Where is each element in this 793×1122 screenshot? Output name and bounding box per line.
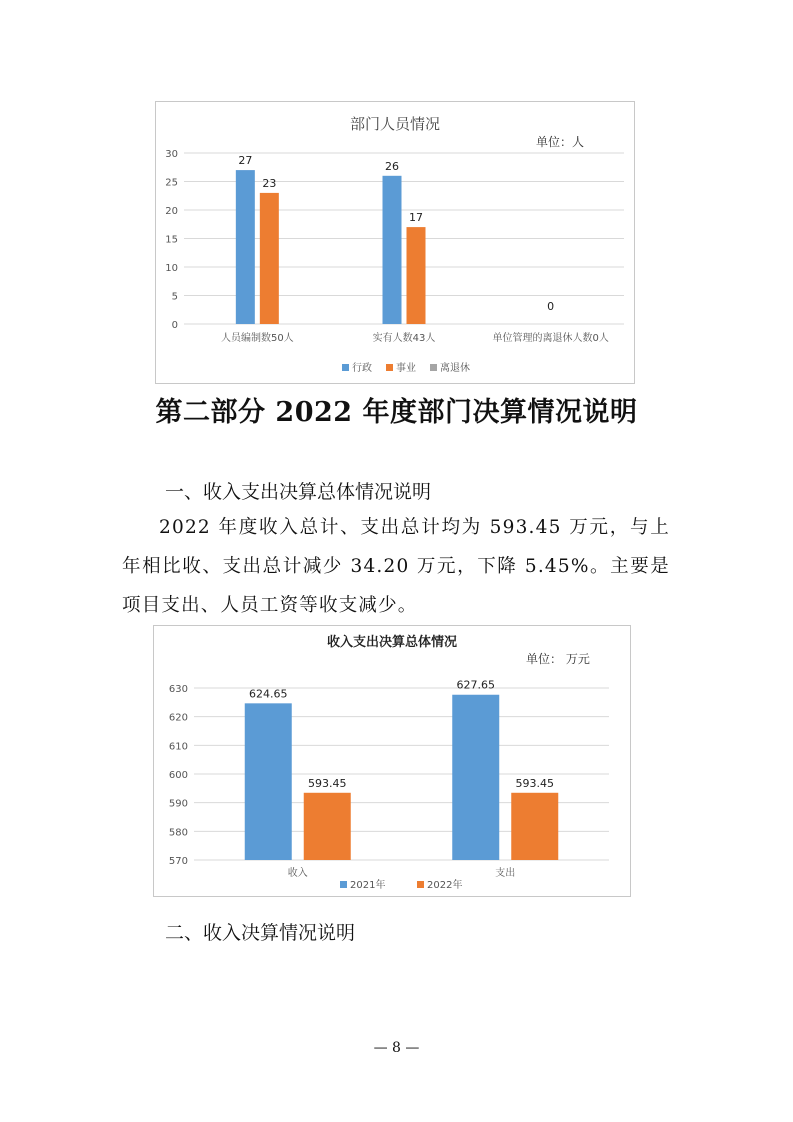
- data-label: 627.65: [456, 678, 495, 692]
- heading-income-expense-overview: 一、收入支出决算总体情况说明: [165, 481, 432, 503]
- y-tick-label: 580: [168, 827, 188, 839]
- legend-swatch-行政: [342, 364, 349, 371]
- staff-chart: [155, 101, 635, 384]
- legend-label-离退休: 离退休: [440, 363, 470, 374]
- x-category-label: 单位管理的离退休人数0人: [492, 333, 609, 344]
- chart-unit-label: 单位： 万元: [526, 652, 590, 666]
- bar-事业: [407, 227, 426, 324]
- bar-事业: [260, 193, 279, 324]
- y-tick-label: 25: [165, 177, 178, 189]
- chart-unit-label: 单位：人: [536, 135, 585, 149]
- y-tick-label: 15: [165, 234, 178, 246]
- data-label: 0: [547, 300, 555, 313]
- bar-2021年: [452, 695, 499, 860]
- data-label: 23: [262, 176, 277, 190]
- bar-2021年: [245, 703, 292, 860]
- data-label: 624.65: [249, 687, 288, 701]
- data-label: 27: [238, 154, 253, 168]
- legend-swatch-离退休: [430, 364, 437, 371]
- y-tick-label: 630: [168, 684, 188, 695]
- y-tick-label: 590: [168, 798, 188, 810]
- bar-行政: [383, 176, 402, 324]
- y-tick-label: 10: [165, 263, 178, 274]
- y-tick-label: 5: [171, 291, 178, 303]
- bar-2022年: [304, 793, 351, 860]
- y-tick-label: 610: [168, 741, 188, 753]
- legend-swatch-事业: [386, 364, 393, 371]
- bar-2022年: [511, 793, 558, 860]
- income-expense-chart: [153, 625, 631, 897]
- staff-chart-svg: [156, 102, 634, 383]
- x-category-label: 支出: [495, 868, 516, 879]
- bar-行政: [236, 170, 255, 324]
- page-number: — 8 —: [373, 1040, 420, 1056]
- heading-income: 二、收入决算情况说明: [165, 922, 356, 944]
- legend-label-2022年: 2022年: [427, 880, 463, 891]
- y-tick-label: 30: [165, 149, 178, 160]
- income-expense-chart-svg: [154, 626, 630, 896]
- y-tick-label: 20: [165, 206, 178, 217]
- x-category-label: 人员编制数50人: [220, 333, 294, 344]
- legend-swatch-2021年: [340, 881, 347, 888]
- y-tick-label: 0: [171, 320, 178, 331]
- y-tick-label: 620: [168, 712, 188, 724]
- data-label: 593.45: [515, 776, 554, 790]
- section-title: 第二部分 2022 年度部门决算情况说明: [155, 397, 638, 428]
- x-category-label: 实有人数43人: [372, 333, 436, 344]
- x-category-label: 收入: [287, 868, 308, 879]
- chart-title: 部门人员情况: [349, 115, 441, 133]
- y-tick-label: 570: [168, 856, 188, 867]
- legend-label-行政: 行政: [352, 363, 372, 374]
- legend-swatch-2022年: [417, 881, 424, 888]
- legend-label-2021年: 2021年: [350, 880, 386, 891]
- chart-title: 收入支出决算总体情况: [326, 635, 458, 650]
- data-label: 26: [385, 159, 399, 173]
- y-tick-label: 600: [168, 770, 188, 781]
- data-label: 593.45: [308, 776, 347, 790]
- legend-label-事业: 事业: [396, 363, 416, 374]
- data-label: 17: [409, 211, 423, 225]
- paragraph-overview: 2022 年度收入总计、支出总计均为 593.45 万元，与上年相比收、支出总计减少 34.20 万元，下降 5.45%。主要是项目支出、人员工资等收支减少。: [122, 517, 670, 616]
